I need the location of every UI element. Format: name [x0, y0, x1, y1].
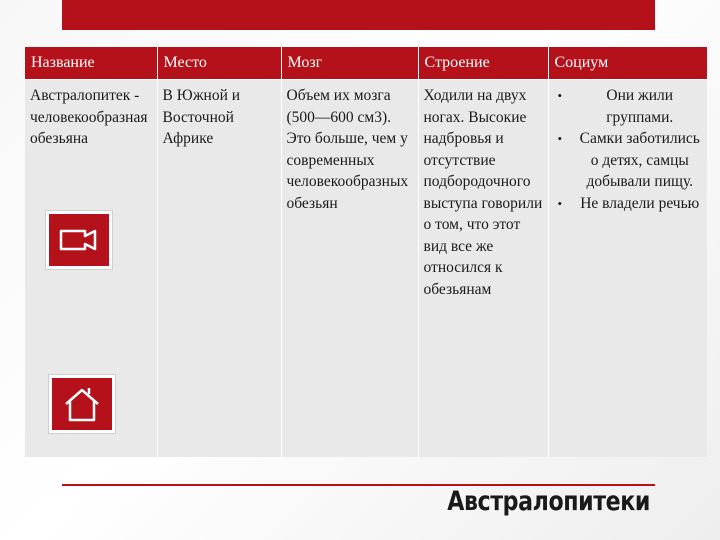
- info-table: [25, 47, 707, 457]
- video-camera-icon: [57, 226, 101, 254]
- header-social: Социум: [548, 47, 707, 80]
- table-header-row: [25, 47, 707, 80]
- list-item: • Они жили группами.: [557, 87, 674, 126]
- list-item: • Самки заботились о детях, самцы добывали пищу.: [557, 130, 700, 190]
- home-button[interactable]: [49, 375, 115, 433]
- table-row: [25, 80, 707, 458]
- top-accent-band: [62, 0, 655, 30]
- header-place: Место: [157, 47, 281, 80]
- page-title: Австралопитеки: [447, 486, 650, 517]
- social-item-2: Самки заботились о детях, самцы добывали пищу.: [579, 130, 700, 190]
- header-brain: Мозг: [281, 47, 418, 80]
- cell-name-text: Австралопитек - человекообразная обезьяна: [30, 87, 148, 147]
- home-icon: [60, 384, 104, 424]
- social-item-1: Они жили группами.: [606, 87, 674, 126]
- cell-social: [548, 80, 707, 458]
- cell-place: В Южной и Восточной Африке: [157, 80, 281, 458]
- cell-structure: Ходили на двух ногах. Высокие надбровья и отсутствие подбородочного выступа говорили о том, что этот вид все же относился к обезьянам: [418, 80, 548, 458]
- social-item-3: Не владели речью: [580, 194, 700, 212]
- header-name: Название: [25, 47, 157, 80]
- header-structure: Строение: [418, 47, 548, 80]
- video-button[interactable]: [46, 211, 112, 269]
- social-list: [554, 85, 703, 214]
- cell-brain: Объем их мозга (500—600 см3). Это больше, чем у современных человекообразных обезьян: [281, 80, 418, 458]
- list-item: • Не владели речью: [557, 194, 700, 212]
